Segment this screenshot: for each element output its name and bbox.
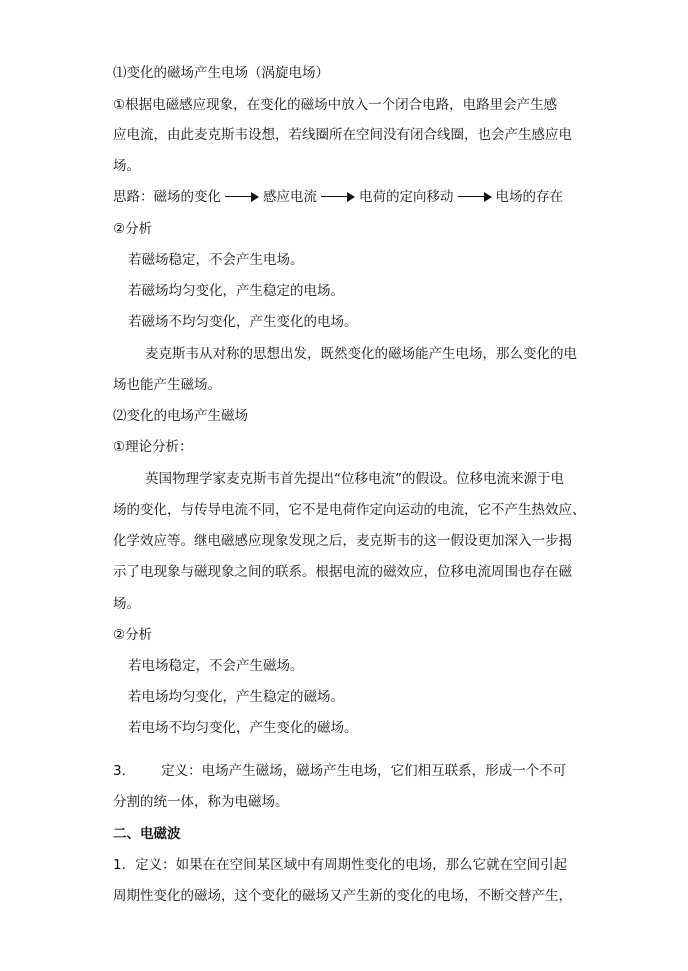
item-number: 3． [113, 763, 136, 779]
arrow-right-icon [458, 192, 492, 202]
paragraph-line: 应电流，由此麦克斯韦设想，若线圈所在空间没有闭合线圈，也会产生感应电 [113, 127, 572, 143]
paragraph-line: 英国物理学家麦克斯韦首先提出“位移电流”的假设。位移电流来源于电 [145, 471, 564, 487]
paragraph-line: 周期性变化的磁场，这个变化的磁场又产生新的变化的电场，不断交替产生， [113, 888, 572, 904]
flow-step: 磁场的变化 [153, 189, 221, 205]
paragraph-line: 若电场不均匀变化，产生变化的磁场。 [128, 720, 358, 736]
flow-label: 思路： [113, 189, 154, 205]
paragraph-line: 1．定义：如果在在空间某区域中有周期性变化的电场，那么它就在空间引起 [113, 857, 568, 873]
arrow-right-icon [225, 192, 259, 202]
definition-line [113, 762, 566, 780]
subheading-2: ⑵变化的电场产生磁场 [113, 408, 248, 424]
paragraph-line: 若电场稳定，不会产生磁场。 [128, 658, 304, 674]
definition-text: 定义：电场产生磁场，磁场产生电场，它们相互联系，形成一个不可 [161, 763, 567, 779]
paragraph-line: 示了电现象与磁现象之间的联系。根据电流的磁效应，位移电流周围也存在磁 [113, 564, 572, 580]
paragraph-line: ②分析 [113, 221, 153, 237]
paragraph-line: 场的变化，与传导电流不同，它不是电荷作定向运动的电流，它不产生热效应、 [113, 502, 586, 518]
paragraph-line: 若磁场均匀变化，产生稳定的电场。 [128, 283, 344, 299]
paragraph-line: 场也能产生磁场。 [113, 377, 221, 393]
subheading-1: ⑴变化的磁场产生电场（涡旋电场） [113, 65, 329, 81]
flow-step: 感应电流 [263, 189, 317, 205]
arrow-right-icon [321, 192, 355, 202]
thinking-flow [113, 188, 563, 206]
flow-step: 电场的存在 [495, 189, 563, 205]
paragraph-line: ①根据电磁感应现象，在变化的磁场中放入一个闭合电路，电路里会产生感 [113, 97, 558, 113]
paragraph-line: ①理论分析： [113, 439, 193, 455]
paragraph-line: 若磁场稳定，不会产生电场。 [128, 252, 304, 268]
paragraph-line: 化学效应等。继电磁感应现象发现之后，麦克斯韦的这一假设更加深入一步揭 [113, 533, 572, 549]
paragraph-line: ②分析 [113, 627, 153, 643]
paragraph-line: 若磁场不均匀变化，产生变化的电场。 [128, 314, 358, 330]
flow-step: 电荷的定向移动 [359, 189, 454, 205]
paragraph-line: 若电场均匀变化，产生稳定的磁场。 [128, 689, 344, 705]
paragraph-line: 麦克斯韦从对称的思想出发，既然变化的磁场能产生电场，那么变化的电 [145, 346, 577, 362]
paragraph-line: 场。 [113, 596, 140, 612]
paragraph-line: 场。 [113, 158, 140, 174]
paragraph-line: 分割的统一体，称为电磁场。 [113, 794, 289, 810]
section-heading: 二、电磁波 [113, 826, 181, 842]
